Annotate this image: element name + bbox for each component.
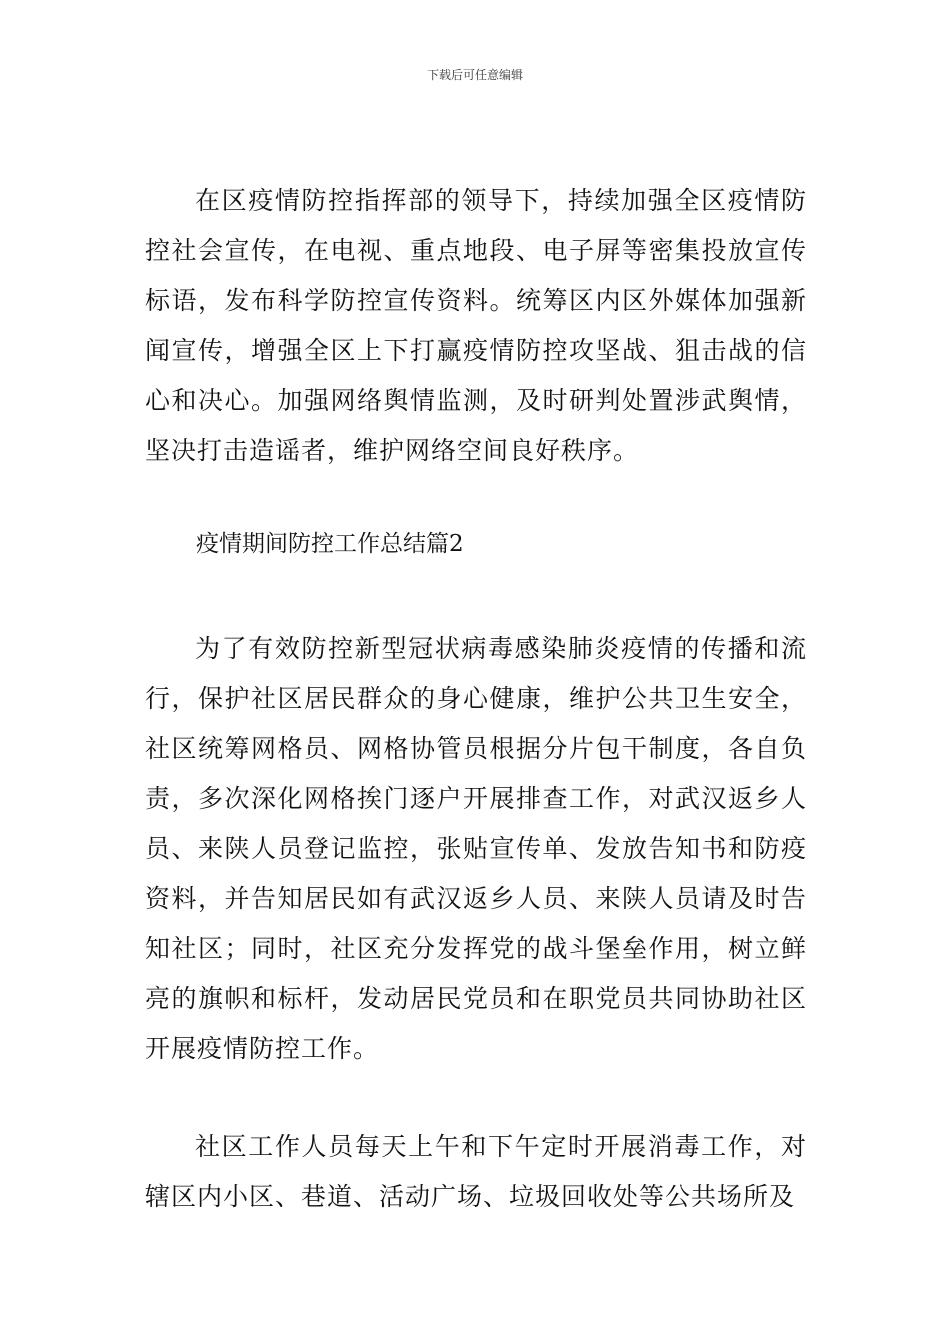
paragraph-3: 社区工作人员每天上午和下午定时开展消毒工作，对辖区内小区、巷道、活动广场、垃圾回收处等公共场所及 [145, 1132, 807, 1211]
paragraph-1: 在区疫情防控指挥部的领导下，持续加强全区疫情防控社会宣传，在电视、重点地段、电子屏等密集投放宣传标语，发布科学防控宣传资料。统筹区内区外媒体加强新闻宣传，增强全区上下打赢疫情防控攻坚战、狙击战的信心和决心。加强网络舆情监测，及时研判处置涉武舆情，坚决打击造谣者，维护网络空间良好秩序。 [145, 186, 807, 465]
paragraph-2: 为了有效防控新型冠状病毒感染肺炎疫情的传播和流行，保护社区居民群众的身心健康，维护公共卫生安全，社区统筹网格员、网格协管员根据分片包干制度，各自负责，多次深化网格挨门逐户开展排查工作，对武汉返乡人员、来陕人员登记监控，张贴宣传单、发放告知书和防疫资料，并告知居民如有武汉返乡人员、来陕人员请及时告知社区；同时，社区充分发挥党的战斗堡垒作用，树立鲜亮的旗帜和标杆，发动居民党员和在职党员共同协助社区开展疫情防控工作。 [145, 634, 807, 1063]
section-heading: 疫情期间防控工作总结篇2 [196, 531, 464, 557]
header-note: 下载后可任意编辑 [426, 68, 523, 82]
